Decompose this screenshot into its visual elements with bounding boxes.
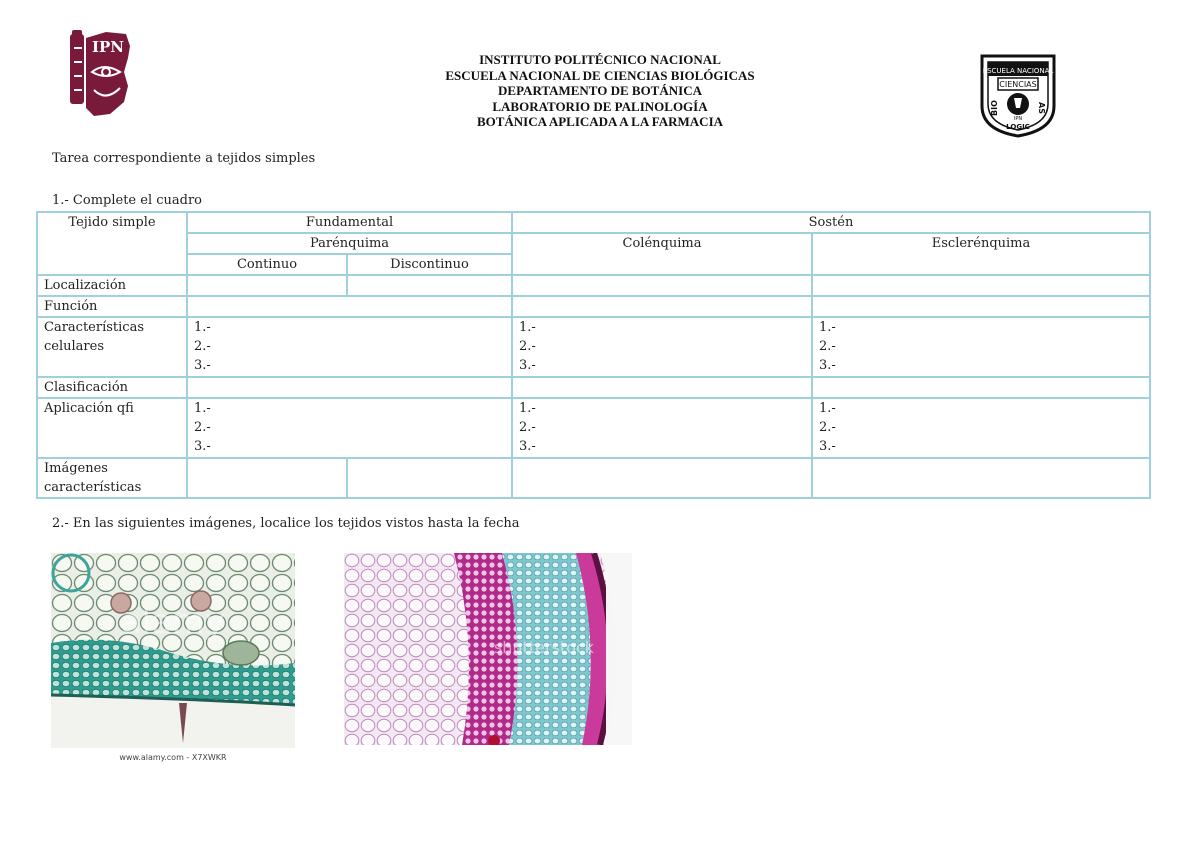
header-line-3: DEPARTAMENTO DE BOTÁNICA (498, 83, 702, 98)
cell-funcion-parenquima[interactable] (187, 296, 512, 317)
row-label-imagenes (37, 458, 187, 498)
table-row (37, 296, 1150, 317)
micrograph-photo-1 (51, 553, 295, 765)
cell-imagenes-continuo[interactable] (187, 458, 347, 498)
institution-header (350, 52, 850, 130)
header-line-1: INSTITUTO POLITÉCNICO NACIONAL (479, 52, 721, 67)
list-item: 2.- (519, 420, 536, 435)
list-item: 1.- (519, 320, 536, 335)
question-2: 2.- En las siguientes imágenes, localice los tejidos vistos hasta la fecha (52, 516, 520, 531)
encb-logo-bottom: LOGIC (1006, 123, 1030, 131)
cell-aplicacion-colenquima[interactable] (512, 398, 812, 458)
encb-logo-small: IPN (1013, 116, 1023, 122)
cell-localizacion-esclerenquima[interactable] (812, 275, 1150, 296)
photo1-watermark: alamy (120, 602, 226, 642)
table-row (37, 233, 1150, 254)
list-item: 2.- (194, 339, 211, 354)
list-item: 2.- (194, 420, 211, 435)
list-item: 1.- (194, 320, 211, 335)
cell-funcion-esclerenquima[interactable] (812, 296, 1150, 317)
cell-caracteristicas-colenquima[interactable] (512, 317, 812, 377)
cell-localizacion-colenquima[interactable] (512, 275, 812, 296)
list-item: 3.- (519, 439, 536, 454)
header-colenquima: Colénquima (512, 233, 812, 275)
photo1-caption: www.alamy.com - X7XWKR (119, 753, 227, 762)
table-row (37, 458, 1150, 498)
ipn-logo-text: IPN (91, 38, 125, 56)
list-item: 3.- (194, 358, 211, 373)
row-label-localizacion: Localización (37, 275, 187, 296)
header-parenquima: Parénquima (187, 233, 512, 254)
header-discontinuo: Discontinuo (347, 254, 512, 275)
cell-imagenes-esclerenquima[interactable] (812, 458, 1150, 498)
list-item: 1.- (819, 401, 836, 416)
row-label-imagenes-line2: características (44, 480, 142, 495)
table-row (37, 212, 1150, 233)
cell-clasificacion-esclerenquima[interactable] (812, 377, 1150, 398)
cell-caracteristicas-esclerenquima[interactable] (812, 317, 1150, 377)
list-item: 1.- (194, 401, 211, 416)
cell-imagenes-colenquima[interactable] (512, 458, 812, 498)
list-item: 3.- (519, 358, 536, 373)
header-line-4: LABORATORIO DE PALINOLOGÍA (492, 98, 708, 114)
header-tejido-simple: Tejido simple (37, 212, 187, 275)
cell-aplicacion-parenquima[interactable] (187, 398, 512, 458)
row-label-caracteristicas-line2: celulares (44, 339, 104, 354)
cell-caracteristicas-parenquima[interactable] (187, 317, 512, 377)
question-1: 1.- Complete el cuadro (52, 193, 203, 208)
table-row (37, 317, 1150, 377)
encb-logo-left: BIO (990, 100, 999, 116)
cell-localizacion-continuo[interactable] (187, 275, 347, 296)
cell-clasificacion-colenquima[interactable] (512, 377, 812, 398)
encb-logo-mid: CIENCIAS (999, 80, 1037, 89)
table-row (37, 377, 1150, 398)
encb-logo-right: AS (1037, 102, 1046, 114)
cell-aplicacion-esclerenquima[interactable] (812, 398, 1150, 458)
row-label-clasificacion: Clasificación (37, 377, 187, 398)
photo2-watermark: shutterstock (493, 638, 595, 657)
encb-logo-top: ESCUELA NACIONAL (982, 67, 1054, 75)
list-item: 2.- (819, 420, 836, 435)
header-line-5: BOTÁNICA APLICADA A LA FARMACIA (476, 114, 724, 129)
ipn-logo (66, 28, 138, 120)
row-label-caracteristicas-line1: Características (44, 320, 144, 335)
list-item: 3.- (819, 358, 836, 373)
row-label-imagenes-line1: Imágenes (44, 461, 108, 476)
cell-funcion-colenquima[interactable] (512, 296, 812, 317)
row-label-aplicacion: Aplicación qfi (37, 398, 187, 458)
cell-clasificacion-parenquima[interactable] (187, 377, 512, 398)
row-label-caracteristicas (37, 317, 187, 377)
table-row (37, 398, 1150, 458)
list-item: 1.- (819, 320, 836, 335)
list-item: 3.- (194, 439, 211, 454)
task-title: Tarea correspondiente a tejidos simples (52, 151, 316, 166)
cell-localizacion-discontinuo[interactable] (347, 275, 512, 296)
table-row (37, 275, 1150, 296)
list-item: 2.- (819, 339, 836, 354)
header-fundamental: Fundamental (187, 212, 512, 233)
list-item: 2.- (519, 339, 536, 354)
header-sosten: Sostén (512, 212, 1150, 233)
list-item: 3.- (819, 439, 836, 454)
cell-imagenes-discontinuo[interactable] (347, 458, 512, 498)
tissue-table (36, 211, 1151, 499)
list-item: 1.- (519, 401, 536, 416)
header-esclerenquima: Esclerénquima (812, 233, 1150, 275)
header-line-2: ESCUELA NACIONAL DE CIENCIAS BIOLÓGICAS (445, 67, 755, 83)
encb-logo (976, 52, 1060, 138)
header-continuo: Continuo (187, 254, 347, 275)
row-label-funcion: Función (37, 296, 187, 317)
micrograph-photo-2 (344, 553, 632, 745)
